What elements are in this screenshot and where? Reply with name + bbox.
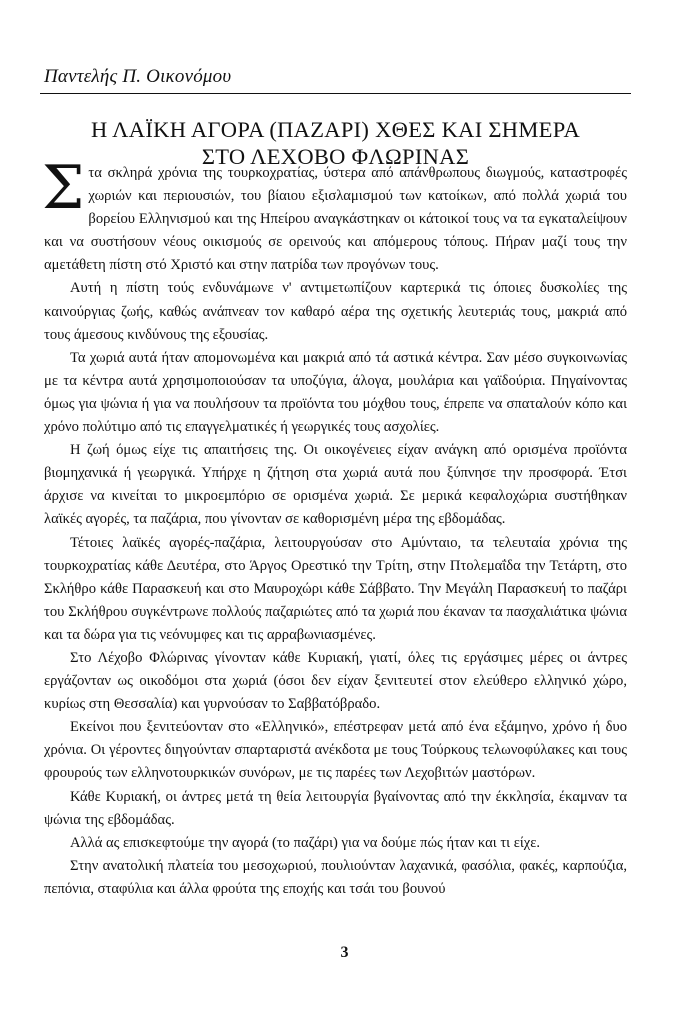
- running-head: Παντελής Π. Οικονόμου: [44, 66, 232, 87]
- paragraph-7: Εκείνοι που ξενιτεύονταν στο «Ελληνικό», επέστρεφαν μετά από ένα εξάμηνο, χρόνο ή δυο χρόνια. Οι γέροντες διηγούνταν σπαρταριστά ανέκδοτα με τους Τούρκους τελωνοφύλακες και τους φρουρούς των ελληνοτουρκικών συνόρων, με τις παρέες των Λεχοβιτών μαστόρων.: [44, 719, 627, 782]
- paragraph-5: Τέτοιες λαϊκές αγορές-παζάρια, λειτουργούσαν στο Αμύνταιο, τα τελευταία χρόνια της τουρκοχρατίας κάθε Δευτέρα, στο Άργος Ορεστικό την Τρίτη, στην Πτολεμαΐδα την Τετάρτη, στο Σκλήθρο κάθε Παρασκευή και στο Μαυροχώρι κάθε Σάββατο. Την Μεγάλη Παρασκευή το παζάρι του Σκλήθρου συγκέντρωνε πολλούς παζαριώτες από τα χωριά που έκαναν τα πασχαλιάτικα ψώνια και τα δώρα για τις νεόνυμφες και τις αρραβωνιασμένες.: [44, 534, 627, 643]
- paragraph-1-text: τα σκληρά χρόνια της τουρκοχρατίας, ύστερα από απάνθρωπους διωγμούς, καταστροφές χωριών και περιουσιών, του βίαιου εξισλαμισμού των κατοίκων, από πολλά χωριά του βορείου Ελληνισμού και της Ηπείρου αναγκάστηκαν οι κάτοικοί τους να τα εγκαταλείψουν και να συστήσουν νέους οικισμούς σε ορεινούς και απόμερους τόπους. Πήραν μαζί τους την αμετάθετη πίστη στό Χριστό και στην πατρίδα των προγόνων τους.: [44, 165, 627, 274]
- paragraph-6: Στο Λέχοβο Φλώρινας γίνονταν κάθε Κυριακή, γιατί, όλες τις εργάσιμες μέρες οι άντρες εργάζονταν ως οικοδόμοι στα χωριά (όσοι δεν είχαν ξενιτευτεί στον ελεύθερο ελληνικό χώρο, κυρίως στη Θεσσαλία) και γυρνούσαν το Σαββατόβραδο.: [44, 649, 627, 713]
- paragraph-3: Τα χωριά αυτά ήταν απομονωμένα και μακριά από τά αστικά κέντρα. Σαν μέσο συγκοινωνίας με τα κέντρα αυτά χρησιμοποιούσαν τα υποζύγια, άλογα, μουλάρια και γαϊδούρια. Πηγαίνοντας όμως για ψώνια ή για να πουλήσουν τα προϊόντα του μόχθου τους, έπρεπε να σπαταλούν κόπο και χρόνο πολύτιμο από τις επαγγελματικές ή γεωργικές τους ασχολίες.: [44, 349, 627, 436]
- paragraph-4: Η ζωή όμως είχε τις απαιτήσεις της. Οι οικογένειες είχαν ανάγκη από ορισμένα προϊόντα βιομηχανικά ή γεωργικά. Υπήρχε η ζήτηση στα χωριά αυτά που ξύπνησε την προσφορά. Έτσι άρχισε να κινείται το μικροεμπόριο σε ορισμένα χωριά. Σε μερικά κεφαλοχώρια συστήθηκαν λαϊκές αγορές, τα παζάρια, που γίνονταν σε καθορισμένη μέρα της εβδομάδας.: [44, 442, 627, 528]
- page-number: 3: [340, 944, 349, 961]
- paragraph-9: Αλλά ας επισκεφτούμε την αγορά (το παζάρι) για να δούμε πώς ήταν και τι είχε.: [70, 834, 541, 851]
- title-line-2: ΣΤΟ ΛΕΧΟΒΟ ΦΛΩΡΙΝΑΣ: [201, 144, 470, 169]
- paragraph-10: Στην ανατολική πλατεία του μεσοχωριού, πουλιούνταν λαχανικά, φασόλια, φακές, καρπούζια, πεπόνια, σταφύλια και άλλα φρούτα της εποχής και τσάι του βουνού: [44, 857, 627, 897]
- title-line-1: Η ΛΑΪΚΗ ΑΓΟΡΑ (ΠΑΖΑΡΙ) ΧΘΕΣ ΚΑΙ ΣΗΜΕΡΑ: [90, 117, 581, 142]
- paragraph-2: Αυτή η πίστη τούς ενδυνάμωνε ν' αντιμετωπίζουν καρτερικά τις όποιες δυσκολίες της καινούργιας ζωής, καθώς ανάπνεαν τον καθαρό αέρα της σχετικής λευτεριάς τους, μακριά από τους άμεσους κινδύνους της εξουσίας.: [44, 280, 627, 343]
- paragraph-8: Κάθε Κυριακή, οι άντρες μετά τη θεία λειτουργία βγαίνοντας από την έκκλησία, έκαμναν τα ψώνια της εβδομάδας.: [44, 788, 627, 828]
- header-rule: [40, 93, 631, 94]
- drop-cap: Σ: [42, 153, 85, 223]
